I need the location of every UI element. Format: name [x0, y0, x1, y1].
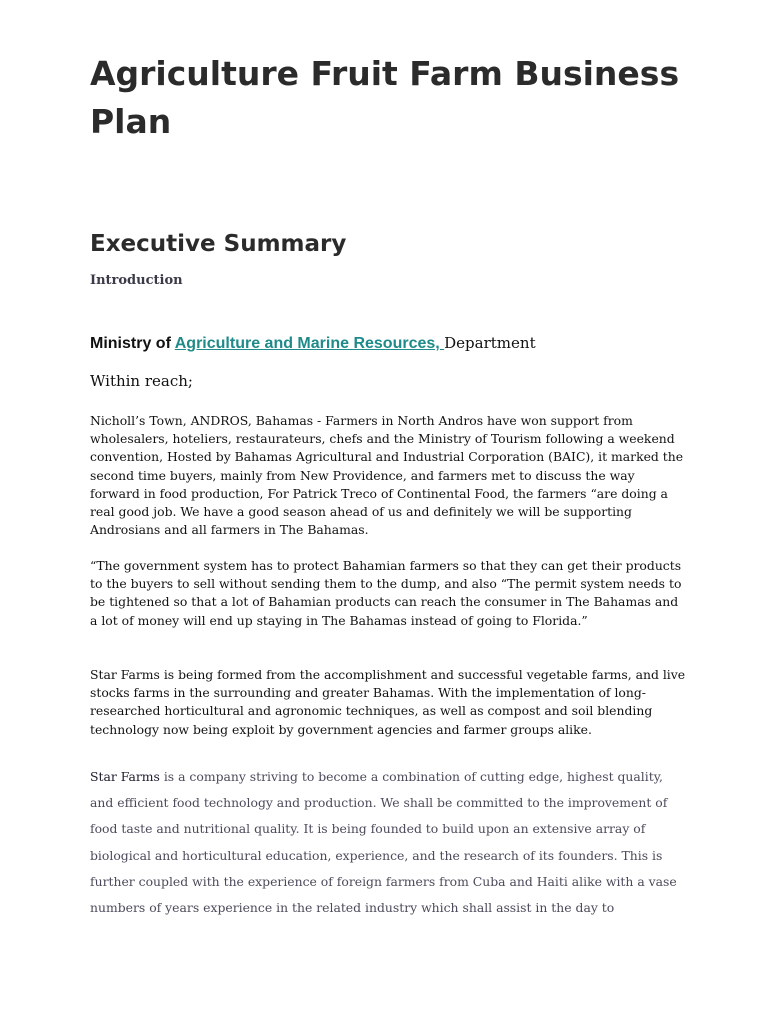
paragraph-star-farms-description — [90, 764, 686, 921]
ministry-link[interactable]: Agriculture and Marine Resources, — [174, 335, 445, 352]
ministry-line — [90, 332, 536, 355]
within-reach-line: Within reach; — [90, 372, 193, 390]
sub-heading: Introduction — [90, 273, 183, 288]
paragraph-convention: Nicholl’s Town, ANDROS, Bahamas - Farmers in North Andros have won support from wholesalers, hoteliers, restaurateurs, chefs and the Ministry of Tourism following a weekend convention, Hosted by Bahamas Agricultural and Industrial Corporation (BAIC), it marked the second time buyers, mainly from New Providence, and farmers met to discuss the way forward in food production, For Patrick Treco of Continental Food, the farmers “are doing a real good job. We have a good season ahead of us and definitely we will be supporting Androsians and all farmers in The Bahamas. — [90, 413, 684, 538]
document-title: Agriculture Fruit Farm Business Plan — [90, 54, 680, 141]
paragraph-star-farms-formation: Star Farms is being formed from the accomplishment and successful vegetable farms, and live stocks farms in the surrounding and greater Bahamas. With the implementation of long-researched horticultural and agronomic techniques, as well as compost and soil blending technology now being exploit by government agencies and farmer groups alike. — [90, 667, 686, 737]
section-heading: Executive Summary — [90, 231, 347, 257]
paragraph-lead: Star Farms — [90, 769, 160, 784]
ministry-prefix: Ministry of — [90, 335, 175, 352]
paragraph-quote: “The government system has to protect Bahamian farmers so that they can get their products to the buyers to sell without sending them to the dump, and also “The permit system needs to be tightened so that a lot of Bahamian products can reach the consumer in The Bahamas and a lot of money will end up staying in The Bahamas instead of going to Florida.” — [90, 558, 682, 628]
paragraph-body: is a company striving to become a combination of cutting edge, highest quality, and efficient food technology and production. We shall be committed to the improvement of food taste and nutritional quality. It is being founded to build upon an extensive array of biological and horticultural education, experience, and the research of its founders. This is further coupled with the experience of foreign farmers from Cuba and Haiti alike with a vase numbers of years experience in the related industry which shall assist in the day to — [90, 769, 677, 916]
ministry-suffix: Department — [444, 334, 536, 352]
